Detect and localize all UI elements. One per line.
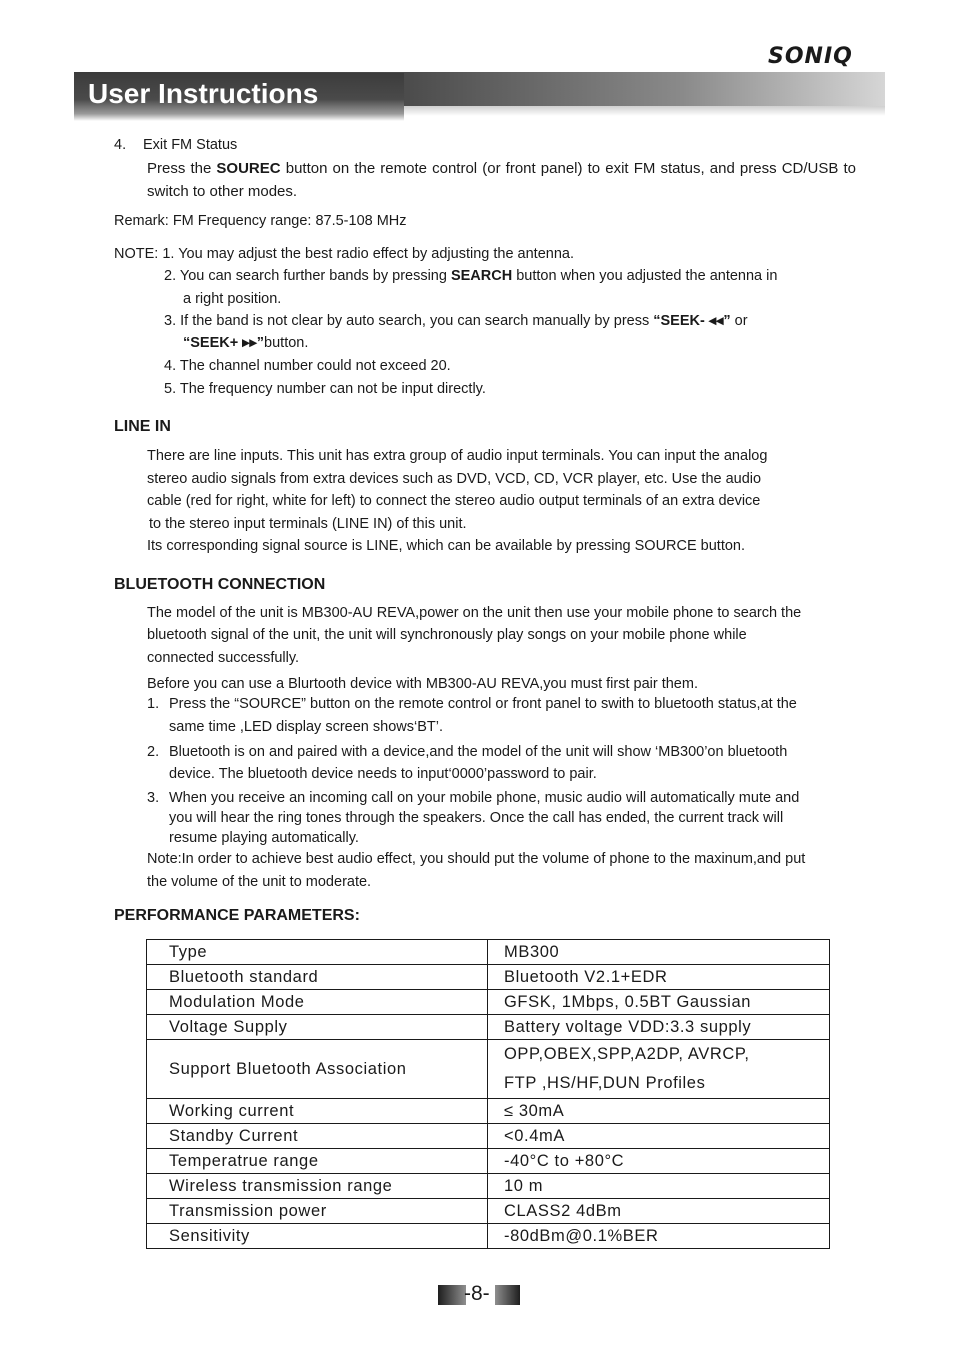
line-in-line: to the stereo input terminals (LINE IN) of this unit. [149, 516, 467, 532]
param-name: Working current [147, 1099, 488, 1124]
table-row [147, 965, 830, 990]
seek-plus-keyword: “SEEK+ ▸▸” [183, 335, 265, 351]
bt-step-line: resume playing automatically. [169, 830, 359, 846]
param-value: -80dBm@0.1%BER [488, 1224, 830, 1249]
step-body-text-2: button on the remote control (or front panel) to exit FM status, and press CD/USB to switch to other modes. [147, 160, 856, 200]
note-3 [164, 312, 748, 330]
table-row [147, 1174, 830, 1199]
page-number-left-bar [438, 1285, 466, 1305]
bt-step-number: 3. [147, 790, 160, 806]
note-2-text: 2. You can search further bands by pressing [164, 268, 451, 284]
table-row [147, 1015, 830, 1040]
note-3-cont-text: button. [264, 335, 309, 351]
param-name: Voltage Supply [147, 1015, 488, 1040]
page-number: -8- [464, 1282, 490, 1305]
param-name: Support Bluetooth Association [147, 1040, 488, 1099]
param-name: Bluetooth standard [147, 965, 488, 990]
note-2 [164, 267, 777, 285]
step-number: 4. [114, 137, 127, 153]
page-number-right-bar [495, 1285, 520, 1305]
table-row [147, 1040, 830, 1099]
param-value: ≤ 30mA [488, 1099, 830, 1124]
param-value: <0.4mA [488, 1124, 830, 1149]
bt-step-line: Bluetooth is on and paired with a device,and the model of the unit will show ‘MB300’on bluetooth [169, 744, 788, 760]
note-5: 5. The frequency number can not be input directly. [164, 381, 486, 397]
bluetooth-line: connected successfully. [147, 650, 300, 666]
step-body [147, 158, 856, 203]
table-row [147, 1224, 830, 1249]
table-row [147, 990, 830, 1015]
step-body-text: Press the [147, 160, 217, 177]
page-title: User Instructions [88, 78, 319, 109]
sourec-keyword: SOUREC [216, 160, 281, 177]
note-2-cont: a right position. [183, 291, 282, 307]
param-value-line: OPP,OBEX,SPP,A2DP, AVRCP, [504, 1045, 750, 1063]
param-name: Sensitivity [147, 1224, 488, 1249]
bt-step-line: same time ,LED display screen shows‘BT’. [169, 719, 443, 735]
note-3-text-2: or [730, 313, 748, 329]
param-name: Type [147, 940, 488, 965]
table-row [147, 1149, 830, 1174]
param-name: Modulation Mode [147, 990, 488, 1015]
line-in-line: cable (red for right, white for left) to connect the stereo audio output terminals of an extra device [147, 493, 761, 509]
param-name: Wireless transmission range [147, 1174, 488, 1199]
bt-step-number: 1. [147, 696, 160, 712]
bt-step-line: device. The bluetooth device needs to input‘0000’password to pair. [169, 766, 597, 782]
param-name: Temperatrue range [147, 1149, 488, 1174]
note-3-text: 3. If the band is not clear by auto search, you can search manually by press [164, 313, 654, 329]
bt-note-line: Note:In order to achieve best audio effect, you should put the volume of phone to the maxinum,and put [147, 851, 806, 867]
bt-step-line: When you receive an incoming call on your mobile phone, music audio will automatically mute and [169, 790, 800, 806]
step-title: Exit FM Status [143, 137, 238, 153]
table-row [147, 1099, 830, 1124]
table-row [147, 1124, 830, 1149]
performance-heading: PERFORMANCE PARAMETERS: [114, 907, 360, 924]
search-keyword: SEARCH [450, 268, 513, 284]
bt-step-line: you will hear the ring tones through the speakers. Once the call has ended, the current track will [169, 810, 784, 826]
bluetooth-line: Before you can use a Blurtooth device with MB300-AU REVA,you must first pair them. [147, 676, 698, 692]
note-2-text-2: button when you adjusted the antenna in [512, 268, 778, 284]
bt-step-line: Press the “SOURCE” button on the remote control or front panel to swith to bluetooth status,at the [169, 696, 797, 712]
bluetooth-line: The model of the unit is MB300-AU REVA,power on the unit then use your mobile phone to search the [147, 605, 802, 621]
note-4: 4. The channel number could not exceed 20. [164, 358, 451, 374]
performance-table [146, 939, 830, 1249]
note-3-cont [183, 334, 308, 352]
param-value: MB300 [488, 940, 830, 965]
line-in-heading: LINE IN [114, 418, 171, 435]
param-value: 10 m [488, 1174, 830, 1199]
param-value: GFSK, 1Mbps, 0.5BT Gaussian [488, 990, 830, 1015]
bluetooth-line: bluetooth signal of the unit, the unit will synchronously play songs on your mobile phone while [147, 627, 747, 643]
table-row [147, 1199, 830, 1224]
param-value-line: FTP ,HS/HF,DUN Profiles [504, 1074, 706, 1092]
header-shadow [404, 106, 885, 116]
bt-step-number: 2. [147, 744, 160, 760]
line-in-line: stereo audio signals from extra devices such as DVD, VCD, CD, VCR player, etc. Use the audio [147, 471, 762, 487]
bt-note-line: the volume of the unit to moderate. [147, 874, 372, 890]
line-in-line: There are line inputs. This unit has extra group of audio input terminals. You can input the analog [147, 448, 768, 464]
param-value: Battery voltage VDD:3.3 supply [488, 1015, 830, 1040]
line-in-line: Its corresponding signal source is LINE, which can be available by pressing SOURCE button. [147, 538, 746, 554]
brand-logo: SONIQ [768, 44, 853, 69]
table-row [147, 940, 830, 965]
param-name: Standby Current [147, 1124, 488, 1149]
note-1: NOTE: 1. You may adjust the best radio effect by adjusting the antenna. [114, 246, 574, 262]
param-value: Bluetooth V2.1+EDR [488, 965, 830, 990]
param-value [488, 1040, 830, 1099]
param-name: Transmission power [147, 1199, 488, 1224]
remark: Remark: FM Frequency range: 87.5-108 MHz [114, 213, 407, 229]
bluetooth-heading: BLUETOOTH CONNECTION [114, 576, 326, 593]
param-value: CLASS2 4dBm [488, 1199, 830, 1224]
seek-minus-keyword: “SEEK- ◂◂” [653, 313, 731, 329]
param-value: -40°C to +80°C [488, 1149, 830, 1174]
